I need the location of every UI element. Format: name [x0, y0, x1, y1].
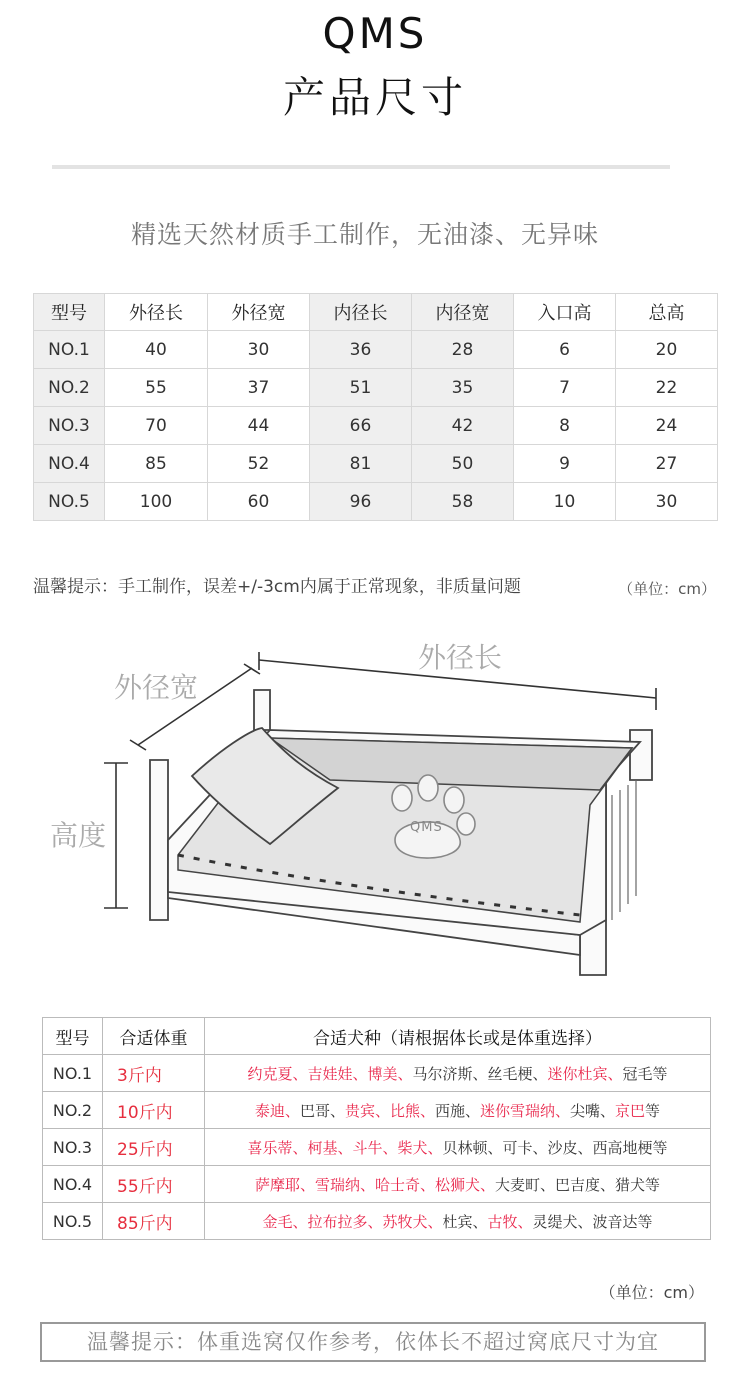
size-cell: 24: [616, 407, 718, 445]
size-cell: 30: [616, 483, 718, 521]
length-label: 外径长: [418, 641, 503, 674]
table-row: [43, 1129, 711, 1166]
subtitle: 精选天然材质手工制作，无油漆、无异味: [130, 220, 599, 249]
size-cell: 44: [208, 407, 310, 445]
tolerance-note: 温馨提示：手工制作，误差+/-3cm内属于正常现象，非质量问题: [33, 577, 521, 597]
breed-name: 波音达等: [592, 1212, 653, 1231]
breed-name: 巴哥、: [299, 1101, 345, 1120]
model-cell: NO.4: [34, 445, 105, 483]
breed-name: 马尔济斯、: [412, 1064, 488, 1083]
breed-name: 猎犬等: [615, 1175, 661, 1194]
weight-cell: 25斤内: [103, 1129, 205, 1166]
size-cell: 28: [412, 331, 514, 369]
table-row: [43, 1055, 711, 1092]
header-model: 型号: [43, 1018, 103, 1055]
unit-note-2: （单位：cm）: [599, 1283, 704, 1302]
breed-name: 巴吉度、: [555, 1175, 616, 1194]
model-cell: NO.5: [34, 483, 105, 521]
table-row: [34, 369, 718, 407]
breed-name: 灵缇犬、: [532, 1212, 593, 1231]
breed-name: 沙皮、: [547, 1138, 593, 1157]
breed-name: 比熊、: [389, 1101, 435, 1120]
breed-name: 西施、: [434, 1101, 480, 1120]
model-cell: NO.4: [43, 1166, 103, 1203]
size-cell: 35: [412, 369, 514, 407]
breed-name: 迷你杜宾、: [547, 1064, 623, 1083]
size-cell: 50: [412, 445, 514, 483]
title-divider: [52, 165, 670, 169]
weight-cell: 10斤内: [103, 1092, 205, 1129]
breed-name: 西高地梗等: [592, 1138, 668, 1157]
bed-diagram: [0, 630, 750, 1000]
table-row: [43, 1203, 711, 1240]
size-cell: 55: [105, 369, 208, 407]
size-table-header: [34, 294, 718, 331]
breed-name: 等: [645, 1101, 661, 1120]
model-cell: NO.1: [43, 1055, 103, 1092]
height-label: 高度: [50, 819, 107, 852]
breed-name: 迷你雪瑞纳、: [480, 1101, 571, 1120]
size-cell: 37: [208, 369, 310, 407]
breed-name: 古牧、: [487, 1212, 533, 1231]
breed-name: 雪瑞纳、: [314, 1175, 375, 1194]
header-inner-width: 内径宽: [412, 294, 514, 331]
size-cell: 6: [514, 331, 616, 369]
model-cell: NO.3: [34, 407, 105, 445]
weight-cell: 85斤内: [103, 1203, 205, 1240]
breed-name: 喜乐蒂、: [247, 1138, 308, 1157]
size-cell: 22: [616, 369, 718, 407]
breed-name: 泰迪、: [254, 1101, 300, 1120]
breed-name: 丝毛梗、: [487, 1064, 548, 1083]
size-cell: 42: [412, 407, 514, 445]
size-cell: 60: [208, 483, 310, 521]
size-cell: 66: [310, 407, 412, 445]
breed-name: 松狮犬、: [434, 1175, 495, 1194]
table-row: [34, 331, 718, 369]
size-cell: 85: [105, 445, 208, 483]
weight-cell: 55斤内: [103, 1166, 205, 1203]
breed-name: 尖嘴、: [570, 1101, 616, 1120]
size-cell: 9: [514, 445, 616, 483]
side-slats: [612, 780, 636, 920]
model-cell: NO.5: [43, 1203, 103, 1240]
header-entrance-height: 入口高: [514, 294, 616, 331]
breed-name: 萨摩耶、: [254, 1175, 315, 1194]
size-cell: 81: [310, 445, 412, 483]
header-outer-length: 外径长: [105, 294, 208, 331]
table-row: [43, 1092, 711, 1129]
model-cell: NO.2: [34, 369, 105, 407]
breed-name: 杜宾、: [442, 1212, 488, 1231]
breeds-cell: [205, 1092, 711, 1129]
breeds-cell: [205, 1203, 711, 1240]
header-breeds: 合适犬种（请根据体长或是体重选择）: [205, 1018, 711, 1055]
breed-name: 吉娃娃、: [307, 1064, 368, 1083]
weight-tip: 温馨提示：体重选窝仅作参考，依体长不超过窝底尺寸为宜: [40, 1322, 706, 1362]
breed-name: 哈士奇、: [374, 1175, 435, 1194]
bed-illustration: [0, 630, 750, 1000]
breeds-cell: [205, 1129, 711, 1166]
page-title: 产品尺寸: [282, 73, 467, 122]
table-row: [34, 407, 718, 445]
dog-table-header: [43, 1018, 711, 1055]
brand-name: QMS: [322, 9, 428, 58]
model-cell: NO.3: [43, 1129, 103, 1166]
size-table: [33, 293, 718, 521]
breed-name: 贝林顿、: [442, 1138, 503, 1157]
breed-name: 博美、: [367, 1064, 413, 1083]
size-cell: 36: [310, 331, 412, 369]
breed-name: 约克夏、: [247, 1064, 308, 1083]
model-cell: NO.1: [34, 331, 105, 369]
breed-name: 柯基、: [307, 1138, 353, 1157]
model-cell: NO.2: [43, 1092, 103, 1129]
weight-cell: 3斤内: [103, 1055, 205, 1092]
breed-name: 冠毛等: [622, 1064, 668, 1083]
size-cell: 58: [412, 483, 514, 521]
width-label: 外径宽: [114, 671, 199, 704]
breed-name: 金毛、: [262, 1212, 308, 1231]
breed-name: 大麦町、: [495, 1175, 556, 1194]
breed-name: 贵宾、: [344, 1101, 390, 1120]
breed-name: 京巴: [615, 1101, 646, 1120]
table-row: [34, 445, 718, 483]
breed-name: 苏牧犬、: [382, 1212, 443, 1231]
size-cell: 51: [310, 369, 412, 407]
header-model: 型号: [34, 294, 105, 331]
header-inner-length: 内径长: [310, 294, 412, 331]
size-cell: 70: [105, 407, 208, 445]
size-cell: 96: [310, 483, 412, 521]
unit-note: （单位：cm）: [618, 580, 716, 598]
paw-logo-text: QMS: [410, 820, 443, 835]
table-row: [34, 483, 718, 521]
size-cell: 40: [105, 331, 208, 369]
size-cell: 8: [514, 407, 616, 445]
size-cell: 30: [208, 331, 310, 369]
size-cell: 20: [616, 331, 718, 369]
breed-name: 拉布拉多、: [307, 1212, 383, 1231]
table-row: [43, 1166, 711, 1203]
header-weight: 合适体重: [103, 1018, 205, 1055]
size-cell: 100: [105, 483, 208, 521]
breed-name: 斗牛、: [352, 1138, 398, 1157]
breeds-cell: [205, 1055, 711, 1092]
header-outer-width: 外径宽: [208, 294, 310, 331]
dog-breed-table: [42, 1017, 711, 1240]
size-cell: 27: [616, 445, 718, 483]
breeds-cell: [205, 1166, 711, 1203]
size-cell: 10: [514, 483, 616, 521]
breed-name: 柴犬、: [397, 1138, 443, 1157]
breed-name: 可卡、: [502, 1138, 548, 1157]
size-cell: 7: [514, 369, 616, 407]
size-cell: 52: [208, 445, 310, 483]
header-total-height: 总高: [616, 294, 718, 331]
